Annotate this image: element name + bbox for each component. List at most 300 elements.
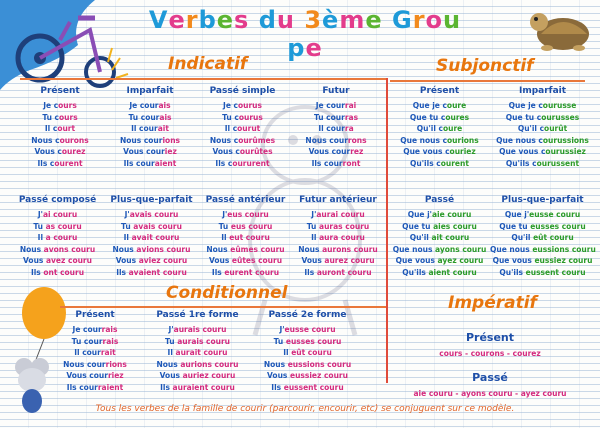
conjugation-stem: Vous cour — [66, 371, 108, 380]
title-letter: r — [412, 6, 426, 34]
conjugation-line — [392, 209, 487, 221]
indicatif-underline — [20, 78, 386, 80]
conjugation-ending: ra — [344, 124, 354, 133]
conjugation-line — [296, 146, 376, 158]
conjugation-ending: ait — [157, 124, 169, 133]
conjugation-stem: Nous — [112, 244, 137, 254]
conjugation-ending: eût couru — [291, 348, 332, 357]
conjugation-forms — [490, 209, 595, 278]
conjugation-ending: ras — [344, 112, 359, 122]
conjugation-line — [20, 135, 100, 147]
conjugation-stem: Nous c — [31, 135, 60, 145]
indicatif-present-block — [20, 86, 100, 169]
conjugation-line — [288, 255, 388, 267]
conjugation-stem: Tu — [164, 336, 178, 346]
title-letter: b — [198, 6, 217, 34]
tense-label: Futur — [322, 86, 350, 96]
conjugation-forms — [104, 209, 199, 278]
section-indicatif: Indicatif — [168, 54, 248, 74]
conjugation-line — [104, 244, 199, 256]
conjugation-ending: aurions couru — [180, 359, 239, 369]
conjugation-stem: Il — [283, 348, 292, 357]
conjugation-line — [198, 255, 293, 267]
subjonctif-underline — [390, 80, 585, 82]
conjugation-stem: Il — [311, 233, 320, 242]
tense-label: Passé — [424, 195, 455, 205]
conjugation-forms — [255, 324, 360, 393]
title-letter: m — [339, 6, 366, 34]
conjugation-line — [104, 267, 199, 279]
conjugation-ending: ourent — [54, 158, 83, 168]
conditionnel-passe2-block — [255, 310, 360, 393]
imperatif-present-label: Présent — [465, 331, 515, 344]
conjugation-ending: raient — [97, 382, 124, 392]
conjugation-stem: Il — [123, 233, 132, 242]
title-letter — [383, 6, 392, 34]
conjugation-ending: aurai couru — [316, 210, 365, 219]
conjugation-ending: rez — [350, 147, 364, 156]
section-imperatif: Impératif — [448, 293, 537, 313]
conjugation-stem: Tu cour — [71, 336, 103, 346]
conjugation-line — [490, 221, 595, 233]
conjugation-ending: riez — [107, 371, 124, 380]
title-letter: d — [258, 6, 277, 34]
conjugation-ending: eusses couru — [530, 221, 586, 231]
conjugation-forms — [490, 100, 595, 169]
conjugation-line — [10, 244, 105, 256]
conjugation-ending: rais — [102, 336, 119, 346]
conjugation-stem: Que vous — [492, 256, 535, 265]
conjugation-line — [195, 123, 290, 135]
conjugation-ending: ours — [59, 112, 78, 122]
conjugation-ending: ourent — [440, 158, 469, 168]
tense-label: Imparfait — [126, 86, 174, 96]
conjugation-ending: avais couru — [129, 210, 179, 219]
conjugation-line — [104, 221, 199, 233]
title-letter: e — [168, 6, 186, 34]
title-letter: e — [305, 34, 323, 62]
conjugation-line — [110, 123, 190, 135]
conjugation-stem: Vous — [23, 256, 46, 265]
conjugation-line — [145, 324, 250, 336]
conjugation-stem: Que tu — [402, 221, 434, 231]
conjugation-stem: Je cour — [72, 325, 102, 334]
conjugation-line — [110, 158, 190, 170]
conjugation-stem: Vous — [159, 371, 183, 380]
conjugation-stem: Tu c — [42, 112, 60, 122]
conjugation-ending: oure — [442, 124, 463, 133]
conjugation-stem: Nous — [156, 359, 181, 369]
conjugation-forms — [288, 209, 388, 278]
conjugation-ending: eussions couru — [287, 359, 352, 369]
conjugation-line — [490, 232, 595, 244]
conjugation-stem: Je c — [43, 101, 59, 110]
conjugation-line — [198, 244, 293, 256]
conjugation-line — [255, 382, 360, 394]
conjugation-ending: ais — [158, 101, 171, 110]
conjugation-line — [490, 209, 595, 221]
tense-label: Imparfait — [518, 86, 567, 96]
conjugation-ending: aviez couru — [138, 256, 188, 265]
tricycle-illustration — [0, 0, 130, 95]
conjugation-stem: Que vous c — [403, 147, 450, 156]
title-letter: o — [425, 6, 444, 34]
title-letter: u — [443, 6, 462, 34]
conjugation-ending: ourt — [57, 124, 76, 133]
conjugation-stem: Ils — [160, 382, 173, 392]
conjugation-line — [392, 112, 487, 124]
conjugation-line — [255, 347, 360, 359]
indicatif-futur-block — [296, 86, 376, 169]
conjugation-ending: eussions couru — [532, 244, 596, 254]
conjugation-ending: auraient couru — [172, 382, 235, 392]
title-letter: è — [322, 6, 340, 34]
conjugation-stem: Tu cour — [313, 112, 345, 122]
conjugation-ending: auras couru — [319, 221, 370, 231]
conjugation-stem: Tu c — [222, 112, 239, 122]
footer-note: Tous les verbes de la famille de courir (parcourir, encourir, etc) se conjuguent sur ce modèle. — [95, 404, 515, 414]
subjonctif-plus-que-parfait-block — [490, 195, 595, 278]
subjonctif-imparfait-block — [490, 86, 595, 169]
conjugation-stem: Il c — [44, 124, 58, 133]
conjugation-ending: ayez couru — [437, 256, 484, 265]
conjugation-ending: aurons couru — [322, 244, 378, 254]
conjugation-stem: Que vous — [395, 256, 438, 265]
conjugation-stem: Que nous c — [496, 135, 543, 145]
conditionnel-underline — [60, 306, 386, 308]
conjugation-ending: ayons couru — [435, 244, 487, 254]
conjugation-line — [10, 232, 105, 244]
conjugation-ending: eussiez couru — [290, 371, 348, 380]
conjugation-line — [55, 336, 135, 348]
conjugation-line — [20, 112, 100, 124]
conjugation-stem: Qu'ils — [402, 267, 429, 277]
conjugation-stem: Je c — [223, 101, 238, 110]
conjugation-stem: Vous cour — [123, 147, 165, 156]
conjugation-line — [296, 112, 376, 124]
conjugation-line — [10, 221, 105, 233]
conjugation-ending: iez — [164, 147, 177, 156]
conjugation-forms — [55, 324, 135, 393]
conjugation-ending: eusse couru — [529, 210, 581, 219]
conjugation-ending: ront — [342, 158, 361, 168]
conjugation-line — [490, 244, 595, 256]
conjugation-forms — [20, 100, 100, 169]
conjugation-line — [392, 267, 487, 279]
conjugation-line — [195, 100, 290, 112]
conjugation-ending: ourions — [447, 135, 479, 145]
conjugation-line — [110, 112, 190, 124]
conjugation-ending: avions couru — [136, 244, 191, 254]
conjugation-stem: Il cour — [318, 124, 345, 133]
conjugation-line — [145, 347, 250, 359]
conjugation-line — [392, 158, 487, 170]
conjugation-line — [490, 255, 595, 267]
conjugation-stem: Ils — [211, 267, 225, 277]
conjugation-stem: Que nous — [392, 244, 436, 254]
conjugation-ending: ourussions — [542, 135, 589, 145]
conjugation-line — [255, 370, 360, 382]
conjugation-ending: aient couru — [428, 267, 477, 277]
conjugation-stem: Je cour — [129, 101, 159, 110]
conjugation-ending: as couru — [45, 221, 82, 231]
conjugation-ending: eussent couru — [283, 382, 344, 392]
conjugation-ending: ait couru — [431, 233, 470, 242]
conjugation-ending: ourûmes — [238, 135, 276, 145]
conjugation-ending: aurais couru — [173, 325, 227, 334]
conjugation-line — [392, 255, 487, 267]
conjugation-ending: aura couru — [319, 233, 365, 242]
conjugation-ending: avez couru — [45, 256, 92, 265]
tense-label: Plus-que-parfait — [110, 195, 193, 205]
conjugation-stem: Vous c — [212, 147, 240, 156]
conjugation-line — [392, 146, 487, 158]
conjugation-stem: Qu'il c — [517, 124, 545, 133]
conjugation-ending: ourut — [237, 124, 261, 133]
conjugation-forms — [296, 100, 376, 169]
conjugation-line — [392, 232, 487, 244]
tense-label: Passé 1re forme — [156, 310, 239, 320]
conjugation-stem: Ils cour — [66, 382, 98, 392]
conjugation-stem: Que tu — [499, 221, 531, 231]
tense-label: Présent — [419, 86, 460, 96]
conjugation-line — [392, 135, 487, 147]
conjugation-stem: Que j' — [407, 210, 432, 219]
conjugation-ending: ourusses — [541, 112, 580, 122]
conjugation-forms — [392, 100, 487, 169]
tense-label: Passé 2e forme — [268, 310, 347, 320]
conjugation-stem: Il — [221, 233, 230, 242]
conjugation-stem: Nous — [263, 359, 288, 369]
conjugation-line — [490, 135, 595, 147]
conjugation-line — [110, 100, 190, 112]
conjugation-line — [392, 221, 487, 233]
conjugation-line — [110, 146, 190, 158]
conditionnel-present-block — [55, 310, 135, 393]
conjugation-ending: eus couru — [227, 210, 269, 219]
tense-label: Présent — [75, 310, 115, 320]
conjugation-stem: Qu'il — [409, 233, 432, 242]
conjugation-stem: Qu'ils — [499, 267, 526, 277]
conjugation-ending: eûmes couru — [230, 244, 285, 254]
conjugation-ending: ours — [58, 101, 77, 110]
tense-label: Passé simple — [209, 86, 276, 96]
conjugation-line — [198, 232, 293, 244]
conjugation-line — [20, 146, 100, 158]
conjugation-ending: eûtes couru — [231, 256, 283, 265]
conjugation-ending: a couru — [45, 233, 78, 242]
conjugation-stem: Que je c — [508, 101, 543, 110]
conjugation-line — [55, 382, 135, 394]
conjugation-ending: eurent couru — [224, 267, 280, 277]
indicatif-futur-anterieur-block — [288, 195, 388, 278]
conjugation-line — [392, 123, 487, 135]
conjugation-stem: Qu'ils c — [505, 158, 537, 168]
conjugation-forms — [110, 100, 190, 169]
conjugation-line — [145, 336, 250, 348]
conjugation-forms — [195, 100, 290, 169]
conjugation-ending: eussent couru — [525, 267, 586, 277]
conjugation-ending: ourons — [59, 135, 89, 145]
tense-label: Passé antérieur — [205, 195, 286, 205]
tense-label: Futur antérieur — [299, 195, 377, 205]
conjugation-stem: Qu'il — [511, 233, 534, 242]
conjugation-stem: Ils — [304, 267, 317, 277]
conjugation-ending: ai couru — [42, 210, 78, 219]
conjugation-line — [490, 267, 595, 279]
tense-label: Plus-que-parfait — [501, 195, 584, 205]
conjugation-stem: Tu — [121, 221, 134, 231]
conjugation-forms — [10, 209, 105, 278]
conjugation-stem: Vous cour — [308, 147, 351, 156]
conjugation-ending: aient — [154, 158, 177, 168]
conjugation-line — [296, 158, 376, 170]
conjugation-ending: eusses couru — [285, 336, 342, 346]
conjugation-stem: Ils c — [37, 158, 55, 168]
conjugation-ending: oururent — [232, 158, 270, 168]
conjugation-ending: ourût — [544, 124, 568, 133]
conjugation-stem: Qu'il c — [416, 124, 443, 133]
conjugation-line — [145, 370, 250, 382]
title-letter: e — [216, 6, 235, 34]
conjugation-ending: ourusse — [542, 101, 577, 110]
conjugation-ending: aie couru — [431, 210, 472, 219]
conjugation-stem: Ils c — [215, 158, 233, 168]
conjugation-stem: Nous cour — [63, 359, 106, 369]
conjugation-line — [55, 370, 135, 382]
indicatif-passe-compose-block — [10, 195, 105, 278]
section-conditionnel: Conditionnel — [166, 283, 288, 303]
conjugation-ending: eût couru — [533, 233, 574, 242]
conjugation-line — [104, 255, 199, 267]
conjugation-ending: ais — [159, 112, 172, 122]
conjugation-stem: Tu — [33, 221, 46, 231]
conjugation-stem: Tu — [218, 221, 231, 231]
conjugation-stem: Nous — [19, 244, 44, 254]
conjugation-line — [198, 209, 293, 221]
title-letter: 3 — [304, 6, 323, 34]
title-letter: G — [391, 6, 413, 34]
conjugation-line — [255, 336, 360, 348]
conjugation-line — [10, 209, 105, 221]
conjugation-ending: rais — [101, 325, 118, 334]
conjugation-ending: ourûtes — [239, 147, 273, 156]
conjugation-ending: avait couru — [131, 233, 180, 242]
conjugation-stem: Que vous c — [499, 147, 546, 156]
turtle-illustration — [525, 4, 595, 54]
indicatif-passe-simple-block — [195, 86, 290, 169]
conjugation-line — [10, 255, 105, 267]
conjugation-line — [104, 232, 199, 244]
imperatif-present-forms: cours - courons - courez — [439, 349, 541, 358]
conjugation-line — [288, 267, 388, 279]
conjugation-forms — [392, 209, 487, 278]
conjugation-line — [255, 359, 360, 371]
conjugation-stem: J' — [37, 210, 43, 219]
conjugation-ending: avons couru — [43, 244, 96, 254]
conjugation-stem: Il — [37, 233, 46, 242]
conjugation-stem: J' — [168, 325, 174, 334]
conjugation-ending: ourez — [61, 147, 86, 156]
conjugation-ending: rons — [347, 135, 367, 145]
imperatif-passe-forms: aie couru - ayons couru - ayez couru — [413, 389, 567, 398]
conjugation-ending: aurez couru — [324, 256, 375, 265]
conjugation-line — [55, 359, 135, 371]
tense-label: Présent — [40, 86, 80, 96]
conjugation-line — [195, 135, 290, 147]
conjugation-line — [490, 146, 595, 158]
conjugation-ending: eus couru — [230, 221, 273, 231]
conjugation-ending: rions — [105, 359, 127, 369]
conjugation-stem: Je cour — [315, 101, 345, 110]
conjugation-ending: rait — [100, 348, 116, 357]
conjugation-ending: auriez couru — [182, 371, 236, 380]
conjugation-ending: ourus — [237, 101, 262, 110]
conjugation-line — [255, 324, 360, 336]
conjugation-stem: Ils cour — [123, 158, 155, 168]
conjugation-ending: auront couru — [316, 267, 372, 277]
conjugation-line — [10, 267, 105, 279]
conjugation-ending: oures — [445, 112, 470, 122]
conjugation-line — [490, 123, 595, 135]
section-subjonctif: Subjonctif — [436, 56, 534, 76]
imperatif-passe-label: Passé — [472, 371, 508, 384]
conjugation-stem: Vous — [115, 256, 139, 265]
conjugation-line — [20, 158, 100, 170]
conjugation-line — [198, 267, 293, 279]
conjugation-ending: eusse couru — [284, 325, 336, 334]
conjugation-ending: ont couru — [43, 267, 85, 277]
conjugation-line — [392, 244, 487, 256]
conjugation-line — [195, 158, 290, 170]
title-letter — [295, 6, 304, 34]
conjugation-stem: Tu — [273, 336, 286, 346]
title-letter: u — [276, 6, 295, 34]
conjugation-stem: Nous c — [209, 135, 239, 145]
title-letter: s — [234, 6, 250, 34]
conjugation-forms — [198, 209, 293, 278]
conjugation-stem: Que nous c — [400, 135, 448, 145]
title-letter: V — [148, 6, 169, 34]
indicatif-passe-anterieur-block — [198, 195, 293, 278]
conjugation-line — [490, 158, 595, 170]
conjugation-stem: Nous cour — [119, 135, 163, 145]
conjugation-ending: eut couru — [229, 233, 270, 242]
conjugation-stem: Vous — [267, 371, 290, 380]
conjugation-ending: avaient couru — [128, 267, 187, 277]
conjugation-line — [104, 209, 199, 221]
conjugation-line — [55, 347, 135, 359]
conjugation-line — [490, 100, 595, 112]
conjugation-stem: Que j' — [504, 210, 530, 219]
conjugation-stem: J' — [222, 210, 228, 219]
conjugation-line — [198, 221, 293, 233]
conjugation-stem: Il cour — [131, 124, 158, 133]
conjugation-line — [288, 232, 388, 244]
conjugation-stem: Vous — [208, 256, 232, 265]
conjugation-ending: avais couru — [133, 221, 182, 231]
conjugation-line — [288, 244, 388, 256]
conjugation-stem: J' — [279, 325, 285, 334]
conjugation-stem: J' — [311, 210, 317, 219]
conjugation-stem: Ils — [271, 382, 284, 392]
conjugation-ending: oure — [446, 101, 467, 110]
conjugation-stem: Il c — [224, 124, 238, 133]
conjugation-ending: ions — [162, 135, 180, 145]
conjugation-forms — [145, 324, 250, 393]
conjugation-line — [195, 146, 290, 158]
conjugation-ending: rai — [344, 101, 357, 110]
